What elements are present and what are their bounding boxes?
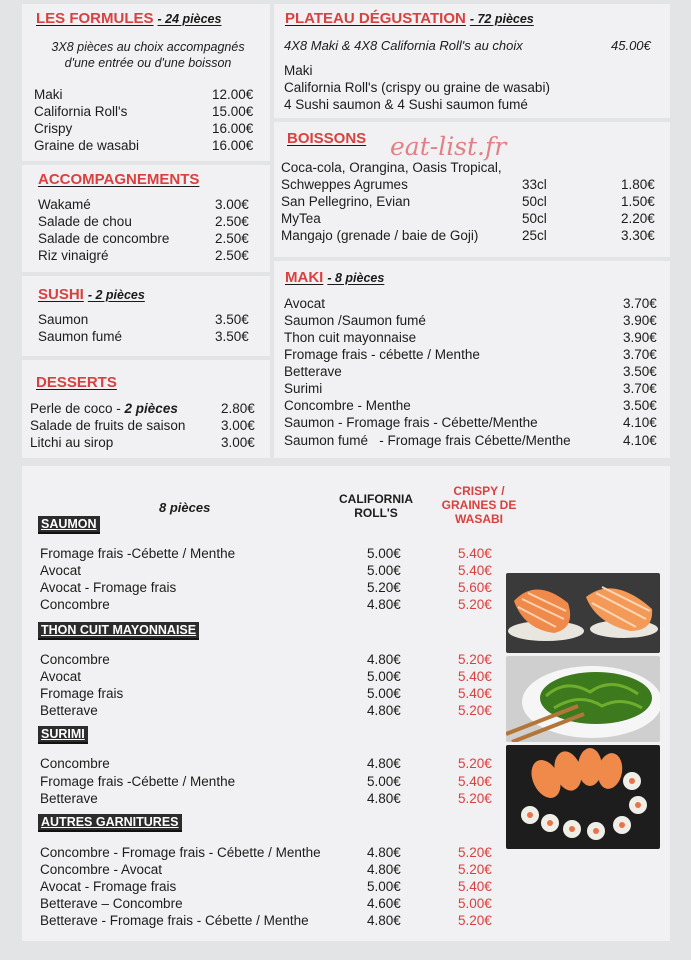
accompagnement-name: Riz vinaigré: [38, 248, 109, 263]
roll-price-crispy: 5.40€: [458, 879, 492, 894]
roll-name: Betterave: [40, 703, 98, 718]
plateau-subtitle: - 72 pièces: [469, 12, 534, 26]
roll-name: Fromage frais -Cébette / Menthe: [40, 546, 236, 561]
roll-price-crispy: 5.20€: [458, 756, 492, 771]
roll-name: Fromage frais -Cébette / Menthe: [40, 774, 236, 789]
roll-price-crispy: 5.20€: [458, 652, 492, 667]
formules-item-name: Maki: [34, 87, 63, 102]
accompagnement-price: 3.00€: [215, 197, 249, 212]
plateau-line-4: 4 Sushi saumon & 4 Sushi saumon fumé: [284, 97, 528, 112]
sushi-title: SUSHI - 2 pièces: [38, 286, 145, 303]
col-crispy-header: CRISPY / GRAINES DE WASABI: [441, 484, 517, 526]
desserts-title: DESSERTS: [36, 374, 117, 391]
roll-name: Concombre: [40, 597, 110, 612]
roll-price-california: 4.80€: [367, 791, 401, 806]
accompagnement-price: 2.50€: [215, 248, 249, 263]
dessert-name: Salade de fruits de saison: [30, 418, 186, 433]
roll-price-california: 4.80€: [367, 597, 401, 612]
boisson-price: 2.20€: [621, 211, 655, 226]
roll-price-california: 5.00€: [367, 774, 401, 789]
accompagnement-name: Wakamé: [38, 197, 91, 212]
roll-price-crispy: 5.60€: [458, 580, 492, 595]
roll-price-crispy: 5.40€: [458, 563, 492, 578]
roll-price-crispy: 5.20€: [458, 845, 492, 860]
boisson-name: Coca-cola, Orangina, Oasis Tropical,: [281, 160, 502, 175]
boisson-name: MyTea: [281, 211, 321, 226]
formules-desc-2: d'une entrée ou d'une boisson: [64, 56, 232, 70]
accompagnement-name: Salade de concombre: [38, 231, 170, 246]
boisson-volume: 50cl: [522, 194, 547, 209]
boisson-name: Schweppes Agrumes: [281, 177, 408, 192]
boisson-price: 1.80€: [621, 177, 655, 192]
roll-name: Betterave – Concombre: [40, 896, 183, 911]
roll-name: Concombre - Fromage frais - Cébette / Menthe: [40, 845, 321, 860]
maki-item-name: Concombre - Menthe: [284, 398, 411, 413]
roll-price-crispy: 5.40€: [458, 686, 492, 701]
accompagnement-price: 2.50€: [215, 214, 249, 229]
plateau-title: PLATEAU DÉGUSTATION - 72 pièces: [285, 10, 534, 27]
plateau-line-1: 4X8 Maki & 4X8 California Roll's au choix: [284, 38, 523, 53]
dessert-name: Litchi au sirop: [30, 435, 114, 450]
plateau-line-3: California Roll's (crispy ou graine de wasabi): [284, 80, 550, 95]
sushi-nigiri-photo: [506, 573, 660, 653]
group-tag-thon-cuit-mayonnaise: THON CUIT MAYONNAISE: [38, 622, 199, 640]
maki-item-name: Betterave: [284, 364, 342, 379]
formules-subtitle: - 24 pièces: [157, 12, 222, 26]
maki-item-name: Fromage frais - cébette / Menthe: [284, 347, 480, 362]
dessert-name: Perle de coco - 2 pièces: [30, 401, 178, 416]
formules-item-price: 12.00€: [212, 87, 254, 102]
roll-name: Betterave: [40, 791, 98, 806]
roll-price-california: 4.80€: [367, 756, 401, 771]
sushi-item-price: 3.50€: [215, 329, 249, 344]
sushi-item-name: Saumon fumé: [38, 329, 123, 344]
sushi-subtitle: - 2 pièces: [87, 288, 145, 302]
formules-item-name: California Roll's: [34, 104, 128, 119]
roll-price-crispy: 5.20€: [458, 597, 492, 612]
roll-price-california: 5.00€: [367, 669, 401, 684]
maki-item-name: Surimi: [284, 381, 323, 396]
maki-item-price: 3.90€: [623, 330, 657, 345]
watermark: eat-list.fr: [390, 132, 507, 161]
roll-price-california: 4.80€: [367, 703, 401, 718]
roll-price-california: 5.20€: [367, 580, 401, 595]
roll-name: Concombre: [40, 756, 110, 771]
boisson-volume: 50cl: [522, 211, 547, 226]
maki-item-price: 3.70€: [623, 347, 657, 362]
roll-name: Betterave - Fromage frais - Cébette / Menthe: [40, 913, 309, 928]
maki-subtitle: - 8 pièces: [327, 271, 385, 285]
roll-price-california: 5.00€: [367, 546, 401, 561]
roll-name: Avocat - Fromage frais: [40, 580, 177, 595]
sushi-item-name: Saumon: [38, 312, 89, 327]
rolls-pieces: 8 pièces: [159, 500, 211, 515]
maki-item-name: Saumon /Saumon fumé: [284, 313, 426, 328]
maki-item-price: 3.50€: [623, 364, 657, 379]
roll-price-california: 4.60€: [367, 896, 401, 911]
maki-title: MAKI - 8 pièces: [285, 269, 385, 286]
roll-price-crispy: 5.40€: [458, 546, 492, 561]
roll-price-crispy: 5.20€: [458, 913, 492, 928]
plateau-line-2: Maki: [284, 63, 313, 78]
roll-price-california: 4.80€: [367, 652, 401, 667]
boisson-volume: 25cl: [522, 228, 547, 243]
plateau-price: 45.00€: [611, 38, 651, 53]
group-tag-autres-garnitures: AUTRES GARNITURES: [38, 814, 182, 832]
roll-price-crispy: 5.00€: [458, 896, 492, 911]
formules-item-price: 15.00€: [212, 104, 254, 119]
formules-title: LES FORMULES - 24 pièces: [36, 10, 222, 27]
formules-item-name: Crispy: [34, 121, 73, 136]
maki-item-price: 3.70€: [623, 381, 657, 396]
boisson-name: San Pellegrino, Evian: [281, 194, 411, 209]
formules-desc-1: 3X8 pièces au choix accompagnés: [51, 40, 245, 54]
formules-item-name: Graine de wasabi: [34, 138, 140, 153]
roll-price-crispy: 5.40€: [458, 669, 492, 684]
roll-price-crispy: 5.20€: [458, 703, 492, 718]
maki-item-price: 3.90€: [623, 313, 657, 328]
boisson-name: Mangajo (grenade / baie de Goji): [281, 228, 479, 243]
roll-price-california: 4.80€: [367, 913, 401, 928]
maki-item-name: Saumon fumé - Fromage frais Cébette/Menthe: [284, 433, 571, 448]
maki-item-price: 3.70€: [623, 296, 657, 311]
roll-price-crispy: 5.20€: [458, 862, 492, 877]
roll-name: Avocat - Fromage frais: [40, 879, 177, 894]
formules-item-price: 16.00€: [212, 138, 254, 153]
roll-name: Fromage frais: [40, 686, 124, 701]
roll-name: Concombre - Avocat: [40, 862, 163, 877]
dessert-price: 3.00€: [221, 418, 255, 433]
maki-item-price: 4.10€: [623, 433, 657, 448]
roll-price-california: 5.00€: [367, 563, 401, 578]
sushi-item-price: 3.50€: [215, 312, 249, 327]
wakame-salad-photo: [506, 656, 660, 742]
dessert-price: 3.00€: [221, 435, 255, 450]
roll-price-california: 4.80€: [367, 845, 401, 860]
group-tag-saumon: SAUMON: [38, 516, 100, 534]
boisson-price: 3.30€: [621, 228, 655, 243]
boisson-price: 1.50€: [621, 194, 655, 209]
dessert-pieces: 2 pièces: [124, 401, 178, 416]
maki-item-price: 3.50€: [623, 398, 657, 413]
accompagnement-name: Salade de chou: [38, 214, 132, 229]
accompagnement-price: 2.50€: [215, 231, 249, 246]
roll-name: Avocat: [40, 563, 82, 578]
dessert-price: 2.80€: [221, 401, 255, 416]
roll-price-california: 4.80€: [367, 862, 401, 877]
col-california-header: CALIFORNIA ROLL'S: [339, 492, 413, 520]
roll-price-crispy: 5.20€: [458, 791, 492, 806]
formules-item-price: 16.00€: [212, 121, 254, 136]
maki-item-name: Avocat: [284, 296, 326, 311]
accompagnements-title: ACCOMPAGNEMENTS: [38, 171, 200, 188]
roll-price-crispy: 5.40€: [458, 774, 492, 789]
maki-rolls-photo: [506, 745, 660, 849]
group-tag-surimi: SURIMI: [38, 726, 88, 744]
roll-price-california: 5.00€: [367, 879, 401, 894]
roll-name: Concombre: [40, 652, 110, 667]
maki-item-name: Thon cuit mayonnaise: [284, 330, 417, 345]
boissons-title: BOISSONS: [287, 130, 367, 147]
maki-item-price: 4.10€: [623, 415, 657, 430]
roll-price-california: 5.00€: [367, 686, 401, 701]
roll-name: Avocat: [40, 669, 82, 684]
boisson-volume: 33cl: [522, 177, 547, 192]
maki-item-name: Saumon - Fromage frais - Cébette/Menthe: [284, 415, 538, 430]
